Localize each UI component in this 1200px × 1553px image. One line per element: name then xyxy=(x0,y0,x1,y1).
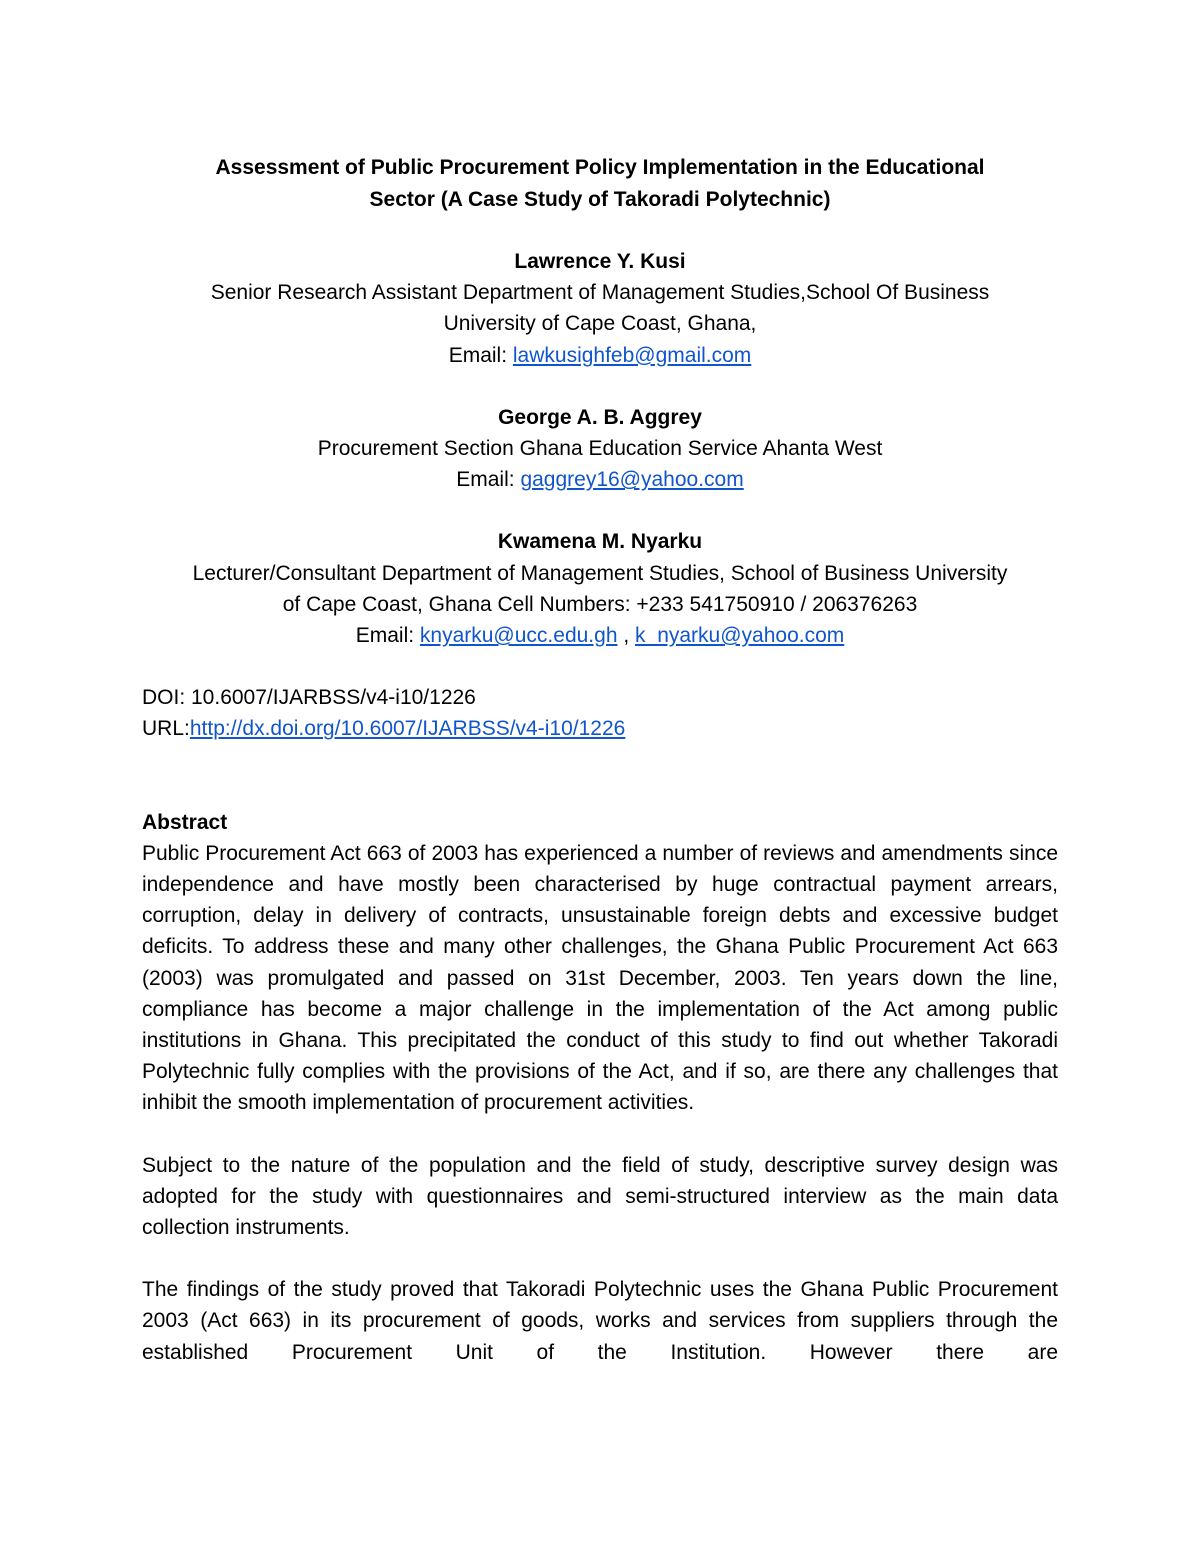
author-affiliation: of Cape Coast, Ghana Cell Numbers: +233 541750910 / 206376263 xyxy=(282,592,918,616)
author-block-aggrey xyxy=(142,402,1058,496)
abstract-paragraph-3: The findings of the study proved that Takoradi Polytechnic uses the Ghana Public Procurement 2003 (Act 663) in its procurement of goods, works and services from suppliers through the established Procurement Unit of the Institution. However there are xyxy=(142,1278,1058,1364)
author-affiliation: Procurement Section Ghana Education Service Ahanta West xyxy=(317,437,883,461)
paper-title xyxy=(142,152,1058,216)
document-page xyxy=(142,152,1058,1399)
abstract-paragraph-2: Subject to the nature of the population and the field of study, descriptive survey design was adopted for the study with questionnaires and semi-structured interview as the main data collection instruments. xyxy=(142,1153,1058,1240)
author-affiliation: Senior Research Assistant Department of Management Studies,School Of Business xyxy=(210,281,990,305)
author-email-line xyxy=(142,340,1058,371)
url-label: URL: xyxy=(142,717,190,741)
abstract-paragraph-1: Public Procurement Act 663 of 2003 has experienced a number of reviews and amendments since independence and have mostly been characterised by huge contractual payment arrears, corruption, delay in delivery of contracts, unsustainable foreign debts and excessive budget deficits. To address these and many other challenges, the Ghana Public Procurement Act 663 (2003) was promulgated and passed on 31st December, 2003. Ten years down the line, compliance has become a major challenge in the implementation of the Act among public institutions in Ghana. This precipitated the conduct of this study to find out whether Takoradi Polytechnic fully complies with the provisions of the Act, and if so, are there any challenges that inhibit the smooth implementation of procurement activities. xyxy=(142,841,1058,1115)
email-link-secondary[interactable]: k_nyarku@yahoo.com xyxy=(635,624,845,648)
email-label: Email: xyxy=(456,468,521,492)
author-email-line xyxy=(142,620,1058,651)
author-affiliation: University of Cape Coast, Ghana, xyxy=(443,312,757,336)
email-label: Email: xyxy=(448,343,513,367)
author-name: Kwamena M. Nyarku xyxy=(497,530,703,554)
doi-block xyxy=(142,682,1058,744)
doi-text: DOI: 10.6007/IJARBSS/v4-i10/1226 xyxy=(142,686,476,710)
url-line xyxy=(142,713,1058,744)
author-block-kusi xyxy=(142,246,1058,371)
email-link[interactable]: knyarku@ucc.edu.gh xyxy=(419,624,618,648)
email-link[interactable]: lawkusighfeb@gmail.com xyxy=(512,343,752,367)
author-affiliation: Lecturer/Consultant Department of Management Studies, School of Business University xyxy=(192,561,1008,585)
author-name: George A. B. Aggrey xyxy=(498,405,702,429)
abstract-heading: Abstract xyxy=(142,810,228,834)
author-name: Lawrence Y. Kusi xyxy=(514,250,686,273)
email-separator: , xyxy=(617,624,636,648)
email-label: Email: xyxy=(355,624,420,648)
author-email-line xyxy=(142,464,1058,495)
author-block-nyarku xyxy=(142,526,1058,651)
title-line-2: Sector (A Case Study of Takoradi Polytechnic) xyxy=(369,188,831,211)
email-link[interactable]: gaggrey16@yahoo.com xyxy=(520,468,744,492)
abstract-section xyxy=(142,807,1058,1368)
doi-url-link[interactable]: http://dx.doi.org/10.6007/IJARBSS/v4-i10/1226 xyxy=(189,717,626,741)
title-line-1: Assessment of Public Procurement Policy Implementation in the Educational xyxy=(215,156,985,179)
